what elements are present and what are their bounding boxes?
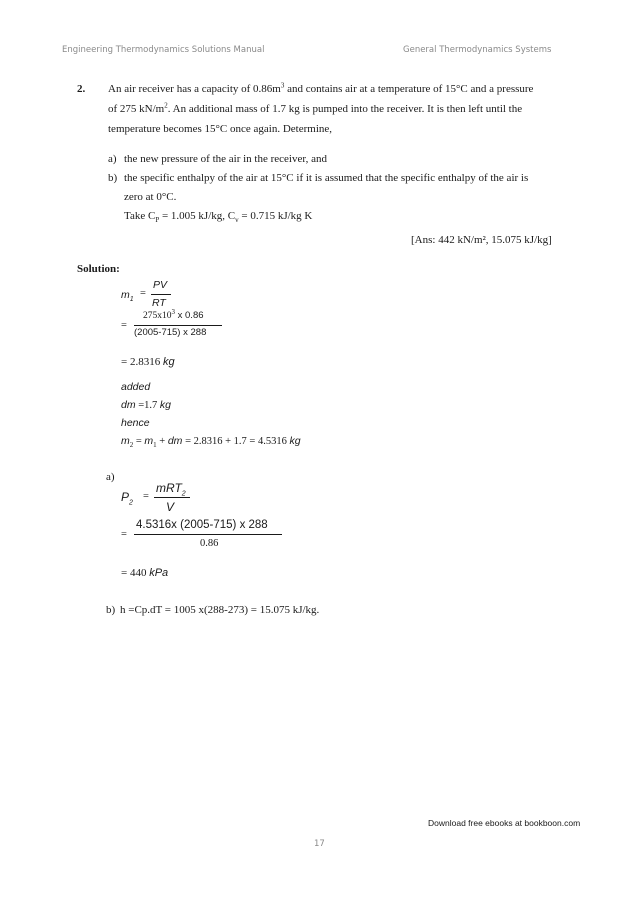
- result-pressure: = 440 kPa: [121, 567, 169, 579]
- solution-heading: Solution:: [77, 263, 120, 275]
- header-left: Engineering Thermodynamics Solutions Manual: [62, 45, 265, 55]
- problem-line-2: of 275 $kN/m^2$. An additional mass of 1.7 kg is pumped into the receiver. It is then left until the: [108, 101, 523, 115]
- pv-numerator: PV: [153, 279, 168, 291]
- equals-sign: =: [121, 320, 127, 331]
- hence-label: hence: [121, 417, 150, 429]
- part-a-label: a): [108, 153, 117, 165]
- rt-denominator: RT: [152, 297, 166, 309]
- m1-symbol: $m_1$: [121, 289, 134, 304]
- denominator-1: (2005-715) x 288: [134, 327, 207, 338]
- problem-line-1: An air receiver has a capacity of $0.86m^3$ and contains air at a temperature of 15°C and a pressure: [108, 81, 534, 95]
- added-label: added: [121, 381, 151, 393]
- part-b-label: b): [108, 172, 118, 184]
- fraction-line: [151, 294, 171, 295]
- equals-sign: =: [121, 529, 127, 540]
- m2-line: $m_2 = m_1$ + dm = 2.8316 + 1.7 = 4.5316 kg: [121, 435, 301, 450]
- equals-sign: =: [140, 288, 146, 299]
- dm-line: dm =1.7 kg: [121, 399, 171, 411]
- part-b-text: the specific enthalpy of the air at 15°C if it is assumed that the specific enthalpy of the air is: [124, 172, 529, 184]
- result-mass-1: = 2.8316 kg: [121, 356, 175, 368]
- numerator-2: 4.5316x (2005-715) x 288: [136, 519, 268, 531]
- part-b-text-2: zero at 0°C.: [124, 191, 177, 203]
- v-denominator: V: [166, 500, 175, 514]
- p2-symbol: $P_2$: [121, 490, 133, 507]
- solution-part-a-label: a): [106, 471, 115, 483]
- denominator-2: 0.86: [200, 538, 219, 549]
- answer: [Ans: 442 kN/m², 15.075 kJ/kg]: [411, 234, 552, 246]
- page-number: 17: [314, 839, 325, 849]
- problem-line-3: temperature becomes 15°C once again. Determine,: [108, 123, 333, 135]
- fraction-line: [154, 497, 190, 498]
- header-right: General Thermodynamics Systems: [403, 45, 552, 55]
- mrt-numerator: mRT$_2$: [156, 481, 186, 498]
- fraction-line: [134, 325, 222, 326]
- fraction-line: [134, 534, 282, 535]
- solution-part-b-label: b): [106, 604, 116, 616]
- problem-number: 2.: [77, 83, 86, 95]
- given-values: Take $C_P = 1.005$ kJ/kg, $C_v = 0.715$ kJ/kg K: [124, 210, 313, 225]
- numerator-1: $275x10^3$ x 0.86: [143, 307, 204, 321]
- solution-part-b-text: h =Cp.dT = 1005 x(288-273) = 15.075 kJ/kg.: [120, 604, 320, 616]
- equals-sign: =: [143, 491, 149, 502]
- part-a-text: the new pressure of the air in the receiver, and: [124, 153, 327, 165]
- download-link[interactable]: Download free ebooks at bookboon.com: [428, 818, 581, 828]
